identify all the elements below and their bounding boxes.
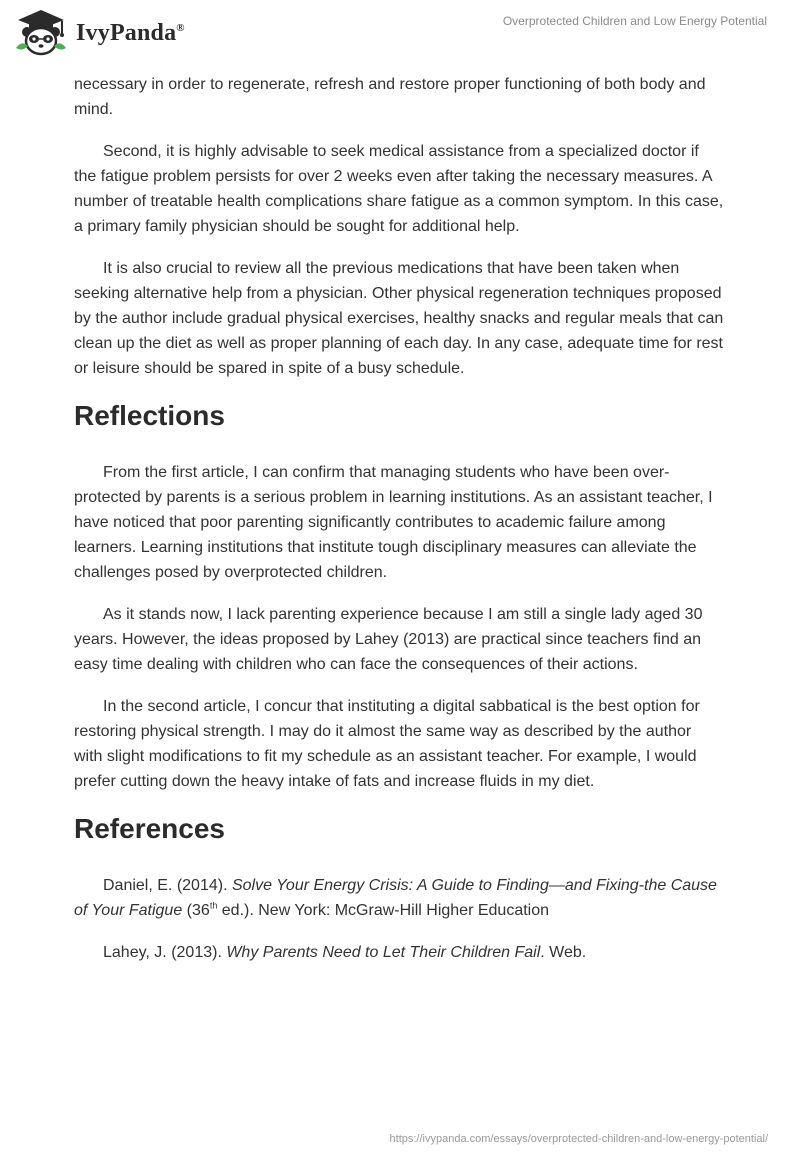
reflections-heading: Reflections bbox=[74, 400, 225, 431]
reference-daniel: Daniel, E. (2014). Solve Your Energy Crisis: A Guide to Finding—and Fixing-the Cause of Your Fatigue (36th ed.). New York: McGraw-Hill Higher Education bbox=[74, 877, 717, 919]
paragraph-medications: It is also crucial to review all the previous medications that have been taken when seeking alternative help from a physician. Other physical regeneration techniques proposed by the author include gradual physical exercises, healthy snacks and regular meals that can clean up the diet as well as proper planning of each day. In any case, adequate time for rest or leisure should be spared in spite of a busy schedule. bbox=[74, 260, 724, 377]
document-title: Overprotected Children and Low Energy Potential bbox=[502, 14, 767, 28]
paragraph-reflection-2: As it stands now, I lack parenting experience because I am still a single lady aged 30 years. However, the ideas proposed by Lahey (2013) are practical since teachers find an easy time dealing with children who can face the consequences of their actions. bbox=[74, 606, 703, 673]
references-heading: References bbox=[74, 813, 225, 844]
paragraph-reflection-1: From the first article, I can confirm that managing students who have been over-protected by parents is a serious problem in learning institutions. As an assistant teacher, I have noticed that poor parenting significantly contributes to academic failure among learners. Learning institutions that institute tough disciplinary measures can alleviate the challenges posed by overprotected children. bbox=[74, 464, 713, 581]
reference-title: Solve Your Energy Crisis: A Guide to Finding—and Fixing-the Cause of Your Fatigue bbox=[74, 877, 717, 919]
paragraph-continuation: necessary in order to regenerate, refresh and restore proper functioning of both body and mind. bbox=[74, 76, 706, 118]
essay-content bbox=[74, 72, 724, 982]
page-header bbox=[0, 0, 800, 70]
paragraph-medical-assistance: Second, it is highly advisable to seek medical assistance from a specialized doctor if the fatigue problem persists for over 2 weeks even after taking the necessary measures. A number of treatable health complications share fatigue as a common symptom. In this case, a primary family physician should be sought for additional help. bbox=[74, 143, 724, 235]
reference-title: Why Parents Need to Let Their Children Fail bbox=[226, 944, 541, 961]
panda-graduate-icon bbox=[12, 8, 70, 58]
brand-name: IvyPanda® bbox=[76, 19, 185, 46]
source-url-link[interactable]: https://ivypanda.com/essays/overprotected-children-and-low-energy-potential/ bbox=[389, 1133, 768, 1145]
reference-lahey: Lahey, J. (2013). Why Parents Need to Let Their Children Fail. Web. bbox=[103, 944, 587, 961]
ivypanda-logo[interactable] bbox=[12, 8, 185, 58]
paragraph-reflection-3: In the second article, I concur that instituting a digital sabbatical is the best option for restoring physical strength. I may do it almost the same way as described by the author with slight modifications to fit my schedule as an assistant teacher. For example, I would prefer cutting down the heavy intake of fats and increase fluids in my diet. bbox=[74, 698, 700, 790]
